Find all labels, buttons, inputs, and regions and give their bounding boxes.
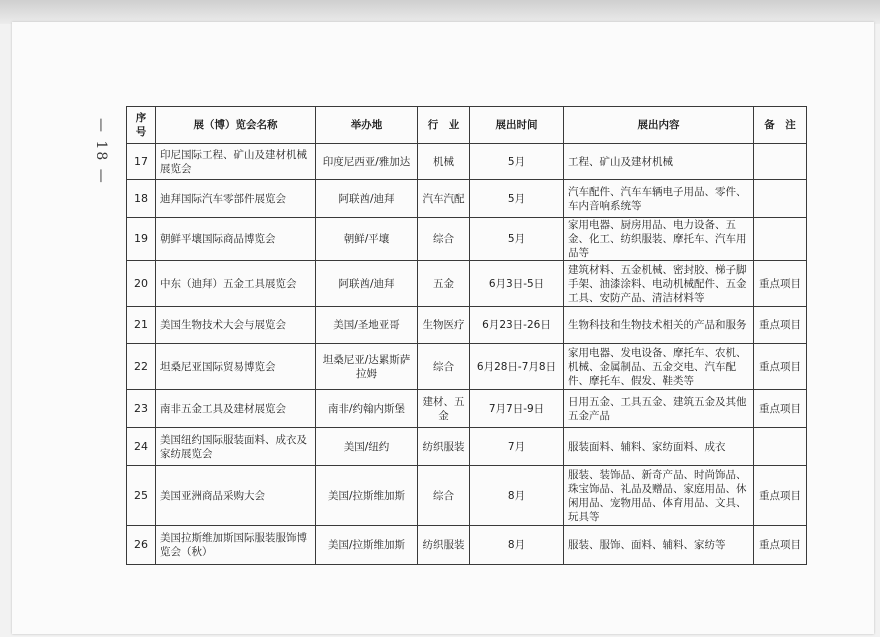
cell-time: 7月 bbox=[470, 428, 564, 466]
header-index: 序号 bbox=[127, 107, 156, 144]
table-row bbox=[127, 261, 807, 307]
table-row bbox=[127, 307, 807, 344]
header-place: 举办地 bbox=[316, 107, 418, 144]
cell-content: 日用五金、工具五金、建筑五金及其他五金产品 bbox=[564, 390, 754, 428]
cell-index: 23 bbox=[127, 390, 156, 428]
cell-name: 中东（迪拜）五金工具展览会 bbox=[156, 261, 316, 307]
cell-note bbox=[754, 428, 807, 466]
cell-index: 18 bbox=[127, 180, 156, 218]
table-row bbox=[127, 390, 807, 428]
cell-name: 南非五金工具及建材展览会 bbox=[156, 390, 316, 428]
table-header-row bbox=[127, 107, 807, 144]
cell-content: 家用电器、发电设备、摩托车、农机、机械、金属制品、五金交电、汽车配件、摩托车、假发、鞋类等 bbox=[564, 344, 754, 390]
cell-note: 重点项目 bbox=[754, 526, 807, 565]
exhibition-table bbox=[126, 106, 807, 565]
cell-index: 22 bbox=[127, 344, 156, 390]
cell-note bbox=[754, 218, 807, 261]
cell-name: 坦桑尼亚国际贸易博览会 bbox=[156, 344, 316, 390]
cell-place: 美国/圣地亚哥 bbox=[316, 307, 418, 344]
cell-name: 印尼国际工程、矿山及建材机械展览会 bbox=[156, 144, 316, 180]
cell-index: 20 bbox=[127, 261, 156, 307]
cell-note: 重点项目 bbox=[754, 261, 807, 307]
cell-place: 美国/纽约 bbox=[316, 428, 418, 466]
header-time: 展出时间 bbox=[470, 107, 564, 144]
cell-place: 美国/拉斯维加斯 bbox=[316, 466, 418, 526]
cell-content: 汽车配件、汽车车辆电子用品、零件、车内音响系统等 bbox=[564, 180, 754, 218]
cell-place: 朝鲜/平壤 bbox=[316, 218, 418, 261]
cell-index: 19 bbox=[127, 218, 156, 261]
cell-industry: 纺织服装 bbox=[418, 428, 470, 466]
header-note: 备 注 bbox=[754, 107, 807, 144]
cell-place: 南非/约翰内斯堡 bbox=[316, 390, 418, 428]
cell-name: 迪拜国际汽车零部件展览会 bbox=[156, 180, 316, 218]
cell-time: 8月 bbox=[470, 526, 564, 565]
table-row bbox=[127, 526, 807, 565]
cell-name: 美国亚洲商品采购大会 bbox=[156, 466, 316, 526]
cell-place: 阿联酋/迪拜 bbox=[316, 180, 418, 218]
cell-index: 24 bbox=[127, 428, 156, 466]
cell-place: 坦桑尼亚/达累斯萨拉姆 bbox=[316, 344, 418, 390]
table-row bbox=[127, 180, 807, 218]
cell-time: 5月 bbox=[470, 144, 564, 180]
cell-index: 17 bbox=[127, 144, 156, 180]
cell-industry: 五金 bbox=[418, 261, 470, 307]
cell-index: 25 bbox=[127, 466, 156, 526]
cell-industry: 综合 bbox=[418, 218, 470, 261]
page-number: — 18 — bbox=[93, 118, 109, 185]
cell-index: 26 bbox=[127, 526, 156, 565]
cell-content: 服装面料、辅料、家纺面料、成衣 bbox=[564, 428, 754, 466]
header-industry: 行 业 bbox=[418, 107, 470, 144]
cell-note: 重点项目 bbox=[754, 390, 807, 428]
cell-industry: 综合 bbox=[418, 466, 470, 526]
cell-name: 美国纽约国际服装面料、成衣及家纺展览会 bbox=[156, 428, 316, 466]
cell-time: 7月7日-9日 bbox=[470, 390, 564, 428]
cell-time: 5月 bbox=[470, 218, 564, 261]
cell-note: 重点项目 bbox=[754, 307, 807, 344]
cell-time: 5月 bbox=[470, 180, 564, 218]
cell-note: 重点项目 bbox=[754, 466, 807, 526]
cell-content: 服装、装饰品、新奇产品、时尚饰品、珠宝饰品、礼品及赠品、家庭用品、休闲用品、宠物用品、体育用品、文具、玩具等 bbox=[564, 466, 754, 526]
cell-industry: 建材、五金 bbox=[418, 390, 470, 428]
cell-time: 6月23日-26日 bbox=[470, 307, 564, 344]
cell-content: 服装、服饰、面料、辅料、家纺等 bbox=[564, 526, 754, 565]
cell-content: 工程、矿山及建材机械 bbox=[564, 144, 754, 180]
cell-name: 朝鲜平壤国际商品博览会 bbox=[156, 218, 316, 261]
cell-industry: 生物医疗 bbox=[418, 307, 470, 344]
cell-content: 生物科技和生物技术相关的产品和服务 bbox=[564, 307, 754, 344]
cell-index: 21 bbox=[127, 307, 156, 344]
table-row bbox=[127, 218, 807, 261]
header-content: 展出内容 bbox=[564, 107, 754, 144]
cell-industry: 综合 bbox=[418, 344, 470, 390]
cell-note: 重点项目 bbox=[754, 344, 807, 390]
table-row bbox=[127, 344, 807, 390]
cell-industry: 纺织服装 bbox=[418, 526, 470, 565]
cell-industry: 汽车汽配 bbox=[418, 180, 470, 218]
cell-place: 印度尼西亚/雅加达 bbox=[316, 144, 418, 180]
cell-content: 建筑材料、五金机械、密封胶、梯子脚手架、油漆涂料、电动机械配件、五金工具、安防产品、清洁材料等 bbox=[564, 261, 754, 307]
cell-name: 美国生物技术大会与展览会 bbox=[156, 307, 316, 344]
header-name: 展（博）览会名称 bbox=[156, 107, 316, 144]
cell-time: 6月28日-7月8日 bbox=[470, 344, 564, 390]
cell-time: 6月3日-5日 bbox=[470, 261, 564, 307]
cell-note bbox=[754, 144, 807, 180]
table-row bbox=[127, 428, 807, 466]
cell-industry: 机械 bbox=[418, 144, 470, 180]
cell-note bbox=[754, 180, 807, 218]
scan-background bbox=[0, 0, 880, 24]
cell-content: 家用电器、厨房用品、电力设备、五金、化工、纺织服装、摩托车、汽车用品等 bbox=[564, 218, 754, 261]
cell-time: 8月 bbox=[470, 466, 564, 526]
table-row bbox=[127, 144, 807, 180]
cell-place: 阿联酋/迪拜 bbox=[316, 261, 418, 307]
cell-name: 美国拉斯维加斯国际服装服饰博览会（秋） bbox=[156, 526, 316, 565]
cell-place: 美国/拉斯维加斯 bbox=[316, 526, 418, 565]
table-row bbox=[127, 466, 807, 526]
